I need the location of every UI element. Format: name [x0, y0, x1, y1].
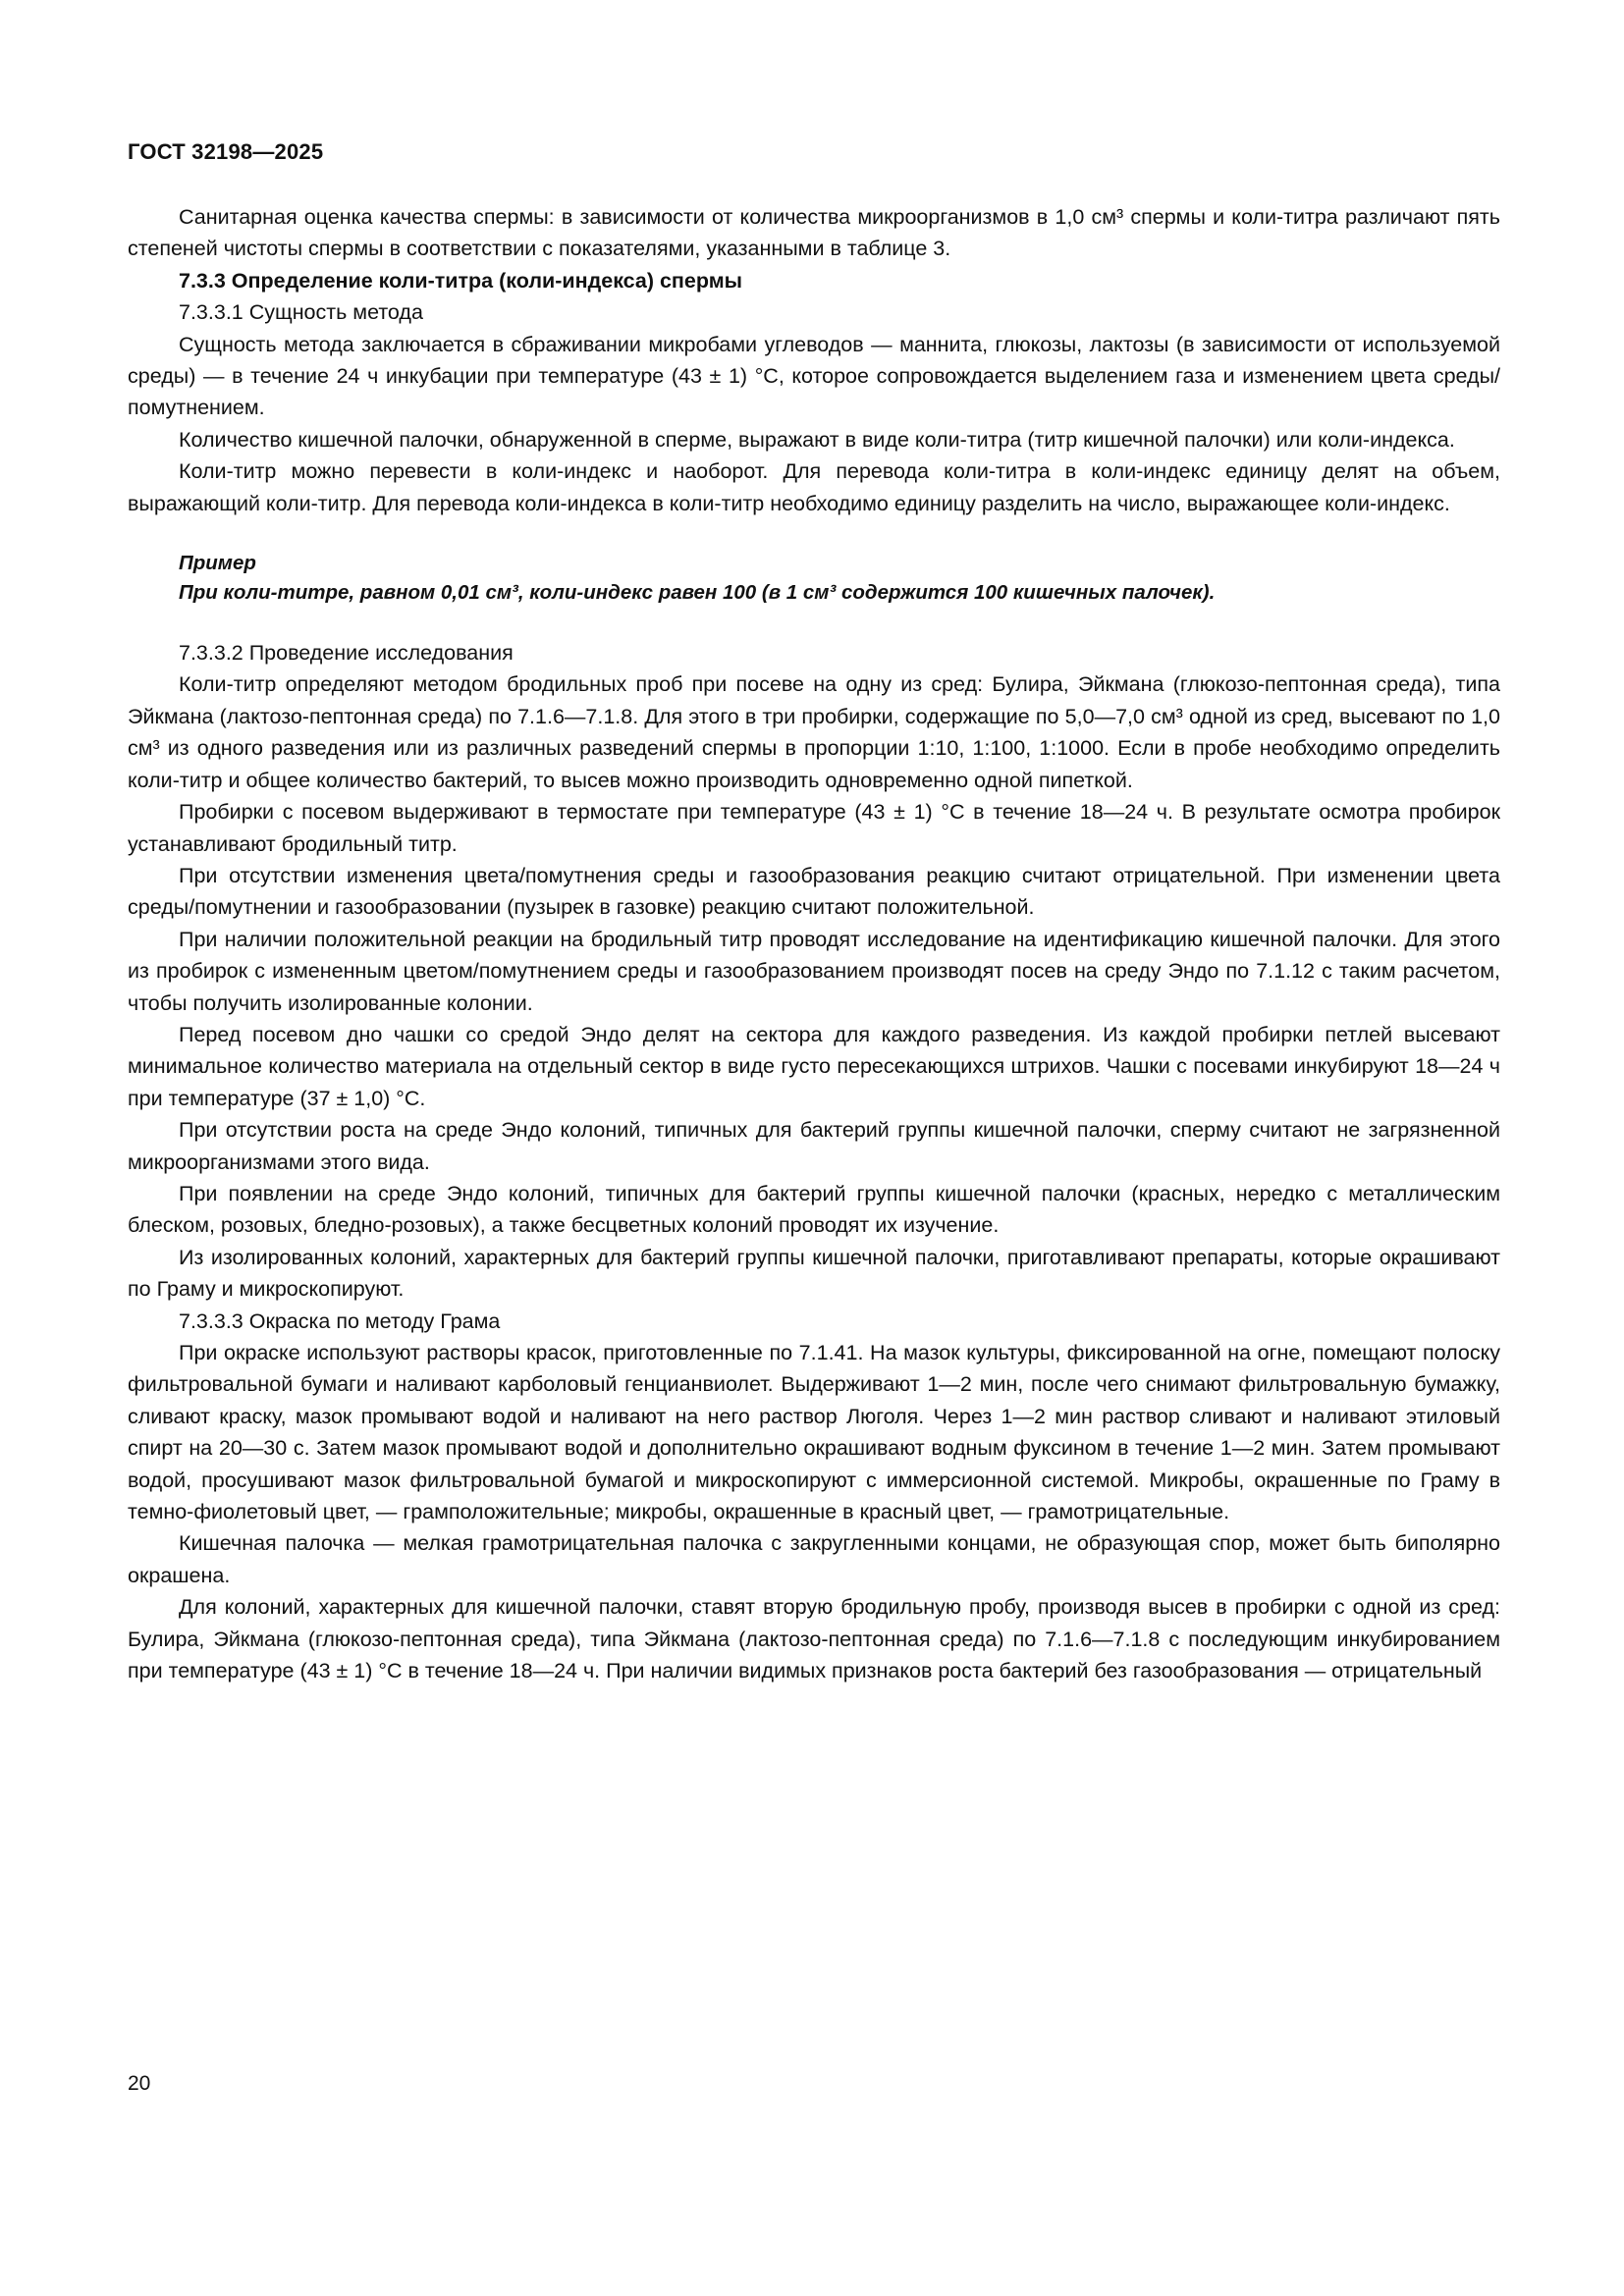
paragraph-titer-index-conversion: Коли-титр можно перевести в коли-индекс и наоборот. Для перевода коли-титра в коли-индекс единицу делят на объем, выражающий коли-титр. Для перевода коли-индекса в коли-титр необходимо единицу разделить на число, выражающее коли-индекс.	[128, 459, 1500, 515]
paragraph-sanitary-assessment: Санитарная оценка качества спермы: в зависимости от количества микроорганизмов в 1,0 см³ спермы и коли-титра различают пять степеней чистоты спермы в соответствии с показателями, указанными в таблице 3.	[128, 205, 1500, 261]
page-body-content	[128, 201, 1500, 1686]
example-label: Пример	[179, 552, 256, 575]
paragraph-sector-division: Перед посевом дно чашки со средой Эндо делят на сектора для каждого разведения. Из каждой пробирки петлей высевают минимальное количество материала на отдельный сектор в виде густо пересекающихся штрихов. Чашки с посевами инкубируют 18—24 ч при температуре (37 ± 1,0) °С.	[128, 1022, 1500, 1110]
paragraph-second-fermentation-test: Для колоний, характерных для кишечной палочки, ставят вторую бродильную пробу, производя высев в пробирки с одной из сред: Булира, Эйкмана (глюкозо-пептонная среда), типа Эйкмана (лактозо-пептонная среда) по 7.1.6—7.1.8 с последующим инкубированием при температуре (43 ± 1) °С в течение 18—24 ч. При наличии видимых признаков роста бактерий без газообразования — отрицательный	[128, 1595, 1500, 1683]
paragraph-fermentation-test: Коли-титр определяют методом бродильных проб при посеве на одну из сред: Булира, Эйкмана (глюкозо-пептонная среда), типа Эйкмана (лактозо-пептонная среда) по 7.1.6—7.1.8. Для этого в три пробирки, содержащие по 5,0—7,0 см³ одной из сред, высевают по 1,0 см³ из одного разведения или из различных разведений спермы в пропорции 1:10, 1:100, 1:1000. Если в пробе необходимо определить коли-титр и общее количество бактерий, то высев можно производить одновременно одной пипеткой.	[128, 672, 1500, 792]
paragraph-gram-staining-procedure: При окраске используют растворы красок, приготовленные по 7.1.41. На мазок культуры, фиксированной на огне, помещают полоску фильтровальной бумаги и наливают карболовый генцианвиолет. Выдерживают 1—2 мин, после чего снимают фильтровальную бумажку, сливают краску, мазок промывают водой и наливают на него раствор Люголя. Через 1—2 мин раствор сливают и наливают этиловый спирт на 20—30 с. Затем мазок промывают водой и дополнительно окрашивают водным фуксином в течение 1—2 мин. Затем промывают водой, просушивают мазок фильтровальной бумагой и микроскопируют с иммерсионной системой. Микробы, окрашенные по Граму в темно-фиолетовый цвет, — грамположительные; микробы, окрашенные в красный цвет, — грамотрицательные.	[128, 1341, 1500, 1524]
paragraph-method-essence: Сущность метода заключается в сбраживании микробами углеводов — маннита, глюкозы, лактозы (в зависимости от используемой среды) — в течение 24 ч инкубации при температуре (43 ± 1) °С, которое сопровождается выделением газа и изменением цвета среды/помутнением.	[128, 332, 1500, 420]
heading-7-3-3: 7.3.3 Определение коли-титра (коли-индекса) спермы	[179, 268, 742, 293]
example-text: При коли-титре, равном 0,01 см³, коли-индекс равен 100 (в 1 см³ содержится 100 кишечных палочек).	[179, 581, 1216, 605]
example-note	[128, 549, 1500, 608]
paragraph-coliform-morphology: Кишечная палочка — мелкая грамотрицательная палочка с закругленными концами, не образующая спор, может быть биполярно окрашена.	[128, 1531, 1500, 1587]
heading-7-3-3-2: 7.3.3.2 Проведение исследования	[179, 641, 514, 666]
running-header-standard-number: ГОСТ 32198—2025	[128, 139, 324, 164]
heading-7-3-3-1: 7.3.3.1 Сущность метода	[179, 300, 423, 325]
page-number: 20	[128, 2072, 151, 2095]
paragraph-typical-colonies: При появлении на среде Эндо колоний, типичных для бактерий группы кишечной палочки (красных, нередко с металлическим блеском, розовых, бледно-розовых), а также бесцветных колоний проводят их изучение.	[128, 1181, 1500, 1238]
paragraph-endo-medium-inoculation: При наличии положительной реакции на бродильный титр проводят исследование на идентификацию кишечной палочки. Для этого из пробирок с измененным цветом/помутнением среды и газообразованием производят посев на среду Эндо по 7.1.12 с таким расчетом, чтобы получить изолированные колонии.	[128, 927, 1500, 1015]
paragraph-no-growth-result: При отсутствии роста на среде Эндо колоний, типичных для бактерий группы кишечной палочки, сперму считают не загрязненной микроорганизмами этого вида.	[128, 1118, 1500, 1174]
paragraph-negative-positive-reaction: При отсутствии изменения цвета/помутнения среды и газообразования реакцию считают отрицательной. При изменении цвета среды/помутнении и газообразовании (пузырек в газовке) реакцию считают положительной.	[128, 863, 1500, 920]
paragraph-isolated-colonies-prep: Из изолированных колоний, характерных для бактерий группы кишечной палочки, приготавливают препараты, которые окрашивают по Граму и микроскопируют.	[128, 1245, 1500, 1302]
paragraph-coliform-count: Количество кишечной палочки, обнаруженной в сперме, выражают в виде коли-титра (титр кишечной палочки) или коли-индекса.	[179, 427, 1455, 452]
paragraph-thermostat-incubation: Пробирки с посевом выдерживают в термостате при температуре (43 ± 1) °С в течение 18—24 ч. В результате осмотра пробирок устанавливают бродильный титр.	[128, 800, 1500, 856]
heading-7-3-3-3: 7.3.3.3 Окраска по методу Грама	[179, 1308, 501, 1333]
